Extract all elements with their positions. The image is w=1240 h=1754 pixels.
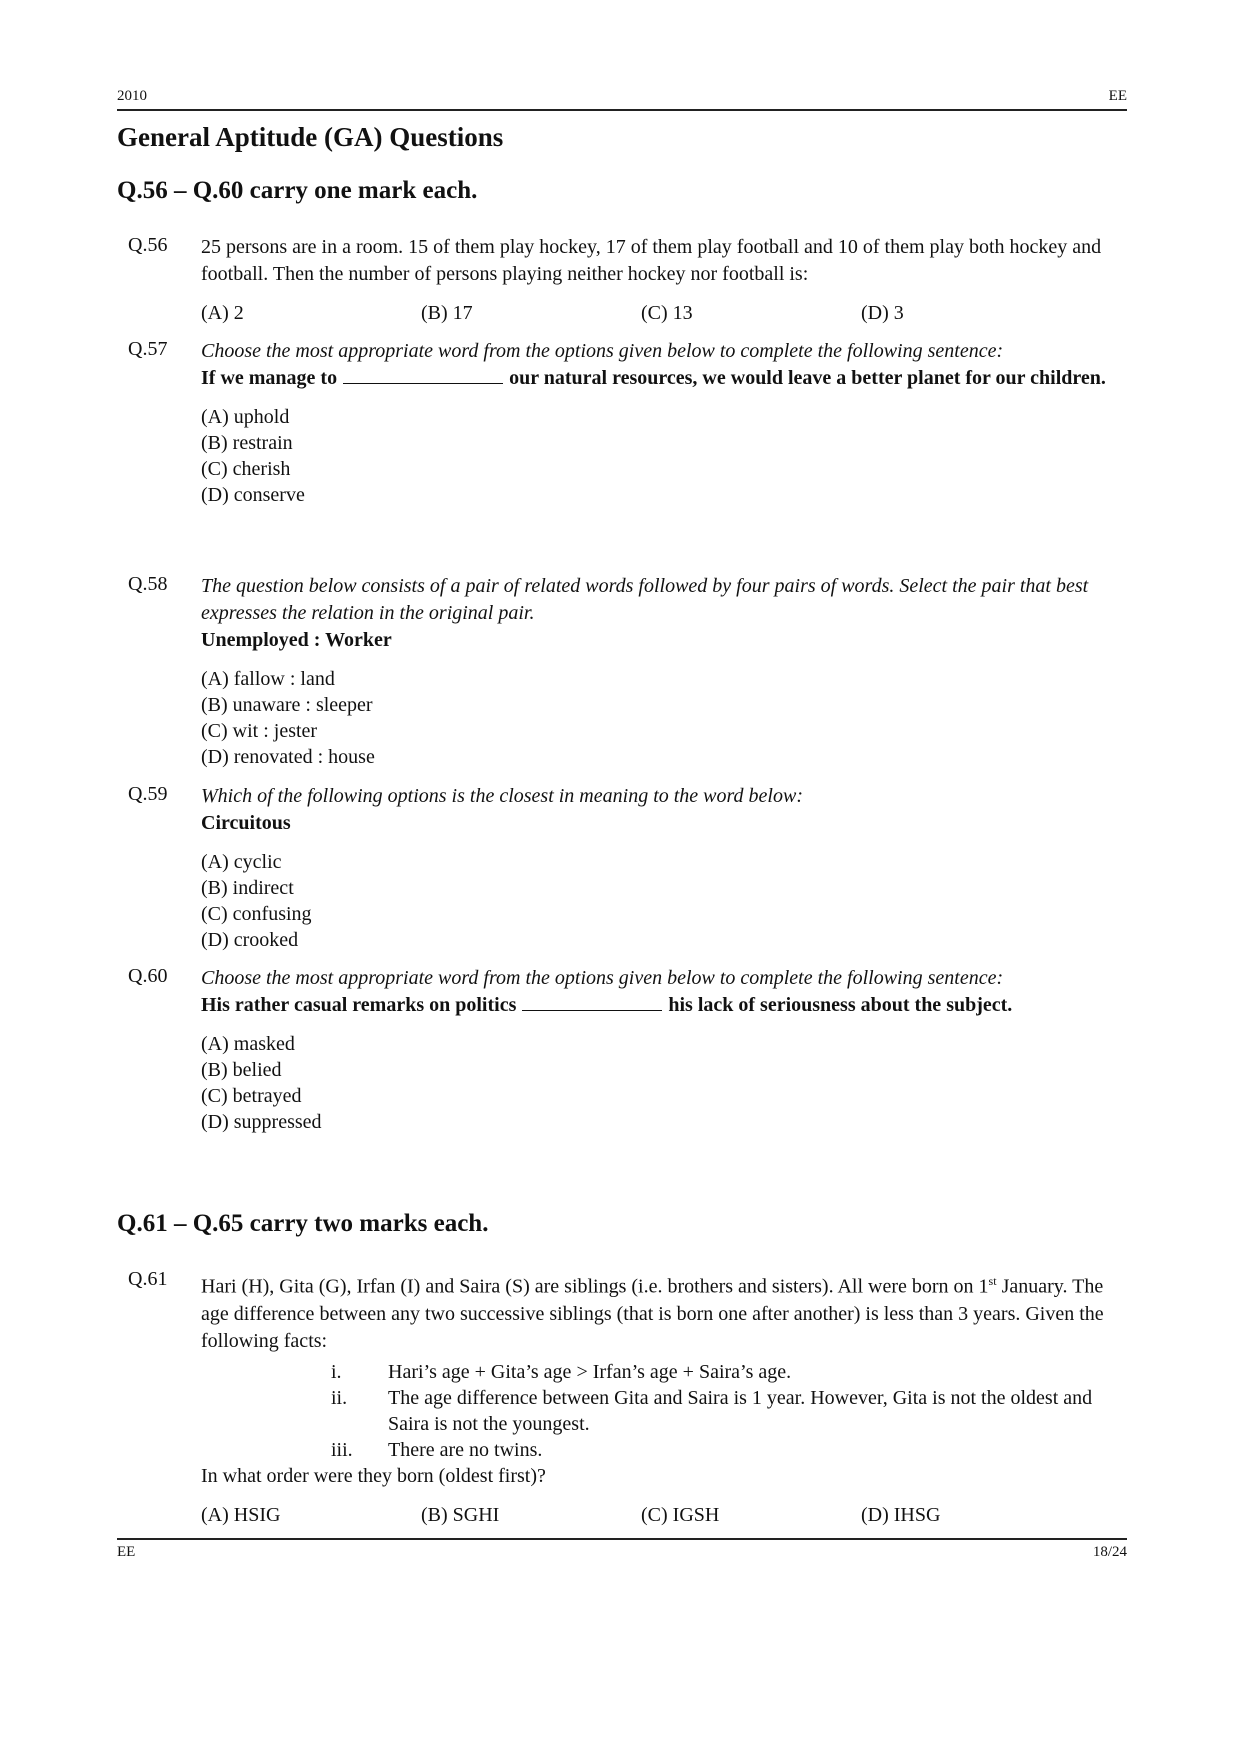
option-c: (C) cherish — [201, 458, 291, 480]
fill-blank — [343, 365, 503, 384]
question-56-text: 25 persons are in a room. 15 of them play hockey, 17 of them play football and 10 of them play both hockey and football. Then the number of persons playing neither hockey nor football is: — [201, 236, 1102, 285]
question-60-sentence — [201, 992, 1131, 1019]
question-number-61: Q.61 — [128, 1268, 168, 1290]
question-56 — [201, 234, 1131, 327]
option-d: (D) renovated : house — [201, 746, 375, 768]
question-57-sentence-start: If we manage to — [201, 367, 338, 389]
question-59-instruction: Which of the following options is the closest in meaning to the word below: — [201, 785, 803, 807]
question-number-58: Q.58 — [128, 573, 168, 595]
question-56-options — [201, 300, 1131, 327]
question-number-56: Q.56 — [128, 234, 168, 256]
fact-item — [201, 1359, 1131, 1385]
option-b: (B) 17 — [421, 302, 473, 324]
question-60-options — [201, 1031, 1131, 1135]
option-c: (C) IGSH — [641, 1503, 720, 1526]
question-61 — [201, 1268, 1131, 1529]
option-d: (D) suppressed — [201, 1111, 322, 1133]
question-61-prompt: In what order were they born (oldest first)? — [201, 1464, 546, 1487]
question-57-instruction: Choose the most appropriate word from the options given below to complete the following sentence: — [201, 340, 1004, 362]
question-60-sentence-start: His rather casual remarks on politics — [201, 994, 517, 1016]
question-57-sentence-end: our natural resources, we would leave a better planet for our children. — [509, 367, 1106, 389]
header-divider — [117, 109, 1127, 111]
option-a: (A) fallow : land — [201, 668, 335, 690]
question-60-instruction: Choose the most appropriate word from the options given below to complete the following sentence: — [201, 967, 1004, 989]
question-number-57: Q.57 — [128, 338, 168, 360]
section-title: General Aptitude (GA) Questions — [117, 122, 504, 152]
question-61-facts — [201, 1359, 1131, 1463]
question-57-sentence — [201, 365, 1131, 392]
fact-item — [201, 1437, 1131, 1463]
option-d: (D) conserve — [201, 484, 305, 506]
question-58 — [201, 573, 1131, 770]
option-b: (B) indirect — [201, 877, 294, 899]
option-b: (B) belied — [201, 1059, 282, 1081]
option-c: (C) 13 — [641, 302, 693, 324]
question-59 — [201, 783, 1131, 953]
footer-divider — [117, 1538, 1127, 1540]
header-year: 2010 — [117, 88, 147, 104]
question-61-text-start: Hari (H), Gita (G), Irfan (I) and Saira (S) are siblings (i.e. brothers and sisters). All were born on 1 — [201, 1275, 989, 1298]
question-61-options — [201, 1502, 1131, 1529]
option-a: (A) 2 — [201, 302, 244, 324]
option-b: (B) restrain — [201, 432, 293, 454]
footer-paper-code: EE — [117, 1544, 136, 1560]
header-paper-code: EE — [1108, 88, 1127, 104]
option-c: (C) wit : jester — [201, 720, 318, 742]
section-heading-two-marks: Q.61 – Q.65 carry two marks each. — [117, 1210, 489, 1237]
option-c: (C) confusing — [201, 903, 312, 925]
question-number-59: Q.59 — [128, 783, 168, 805]
option-a: (A) HSIG — [201, 1503, 281, 1526]
question-57-options — [201, 404, 1131, 508]
question-57 — [201, 338, 1131, 508]
fact-text: Hari’s age + Gita’s age > Irfan’s age + Saira’s age. — [388, 1360, 792, 1383]
option-a: (A) masked — [201, 1033, 295, 1055]
fact-number: ii. — [331, 1386, 348, 1409]
question-number-60: Q.60 — [128, 965, 168, 987]
question-60 — [201, 965, 1131, 1135]
question-58-options — [201, 666, 1131, 770]
option-d: (D) crooked — [201, 929, 299, 951]
option-c: (C) betrayed — [201, 1085, 302, 1107]
page-number: 18/24 — [1092, 1544, 1127, 1560]
section-heading-one-mark: Q.56 – Q.60 carry one mark each. — [117, 177, 478, 204]
option-d: (D) IHSG — [861, 1503, 941, 1526]
fact-text: The age difference between Gita and Saira is 1 year. However, Gita is not the oldest and Saira is not the youngest. — [388, 1386, 1093, 1435]
fact-number: iii. — [331, 1438, 353, 1461]
fill-blank — [522, 992, 662, 1011]
fact-item — [201, 1385, 1131, 1437]
question-58-pair: Unemployed : Worker — [201, 629, 392, 651]
question-61-text — [201, 1268, 1131, 1355]
question-59-word: Circuitous — [201, 812, 291, 834]
question-60-sentence-end: his lack of seriousness about the subject. — [668, 994, 1013, 1016]
question-59-options — [201, 849, 1131, 953]
option-b: (B) unaware : sleeper — [201, 694, 373, 716]
fact-number: i. — [331, 1360, 342, 1383]
option-d: (D) 3 — [861, 302, 904, 324]
question-58-instruction: The question below consists of a pair of related words followed by four pairs of words. Select the pair that best expresses the relation in the original pair. — [201, 575, 1089, 624]
option-a: (A) uphold — [201, 406, 290, 428]
option-b: (B) SGHI — [421, 1503, 500, 1526]
ordinal-suffix: st — [988, 1274, 997, 1288]
fact-text: There are no twins. — [388, 1438, 543, 1461]
option-a: (A) cyclic — [201, 851, 282, 873]
question-61-text-end: January. The age difference between any two successive siblings (that is born one after another) is less than 3 years. Given the following facts: — [201, 1275, 1104, 1352]
